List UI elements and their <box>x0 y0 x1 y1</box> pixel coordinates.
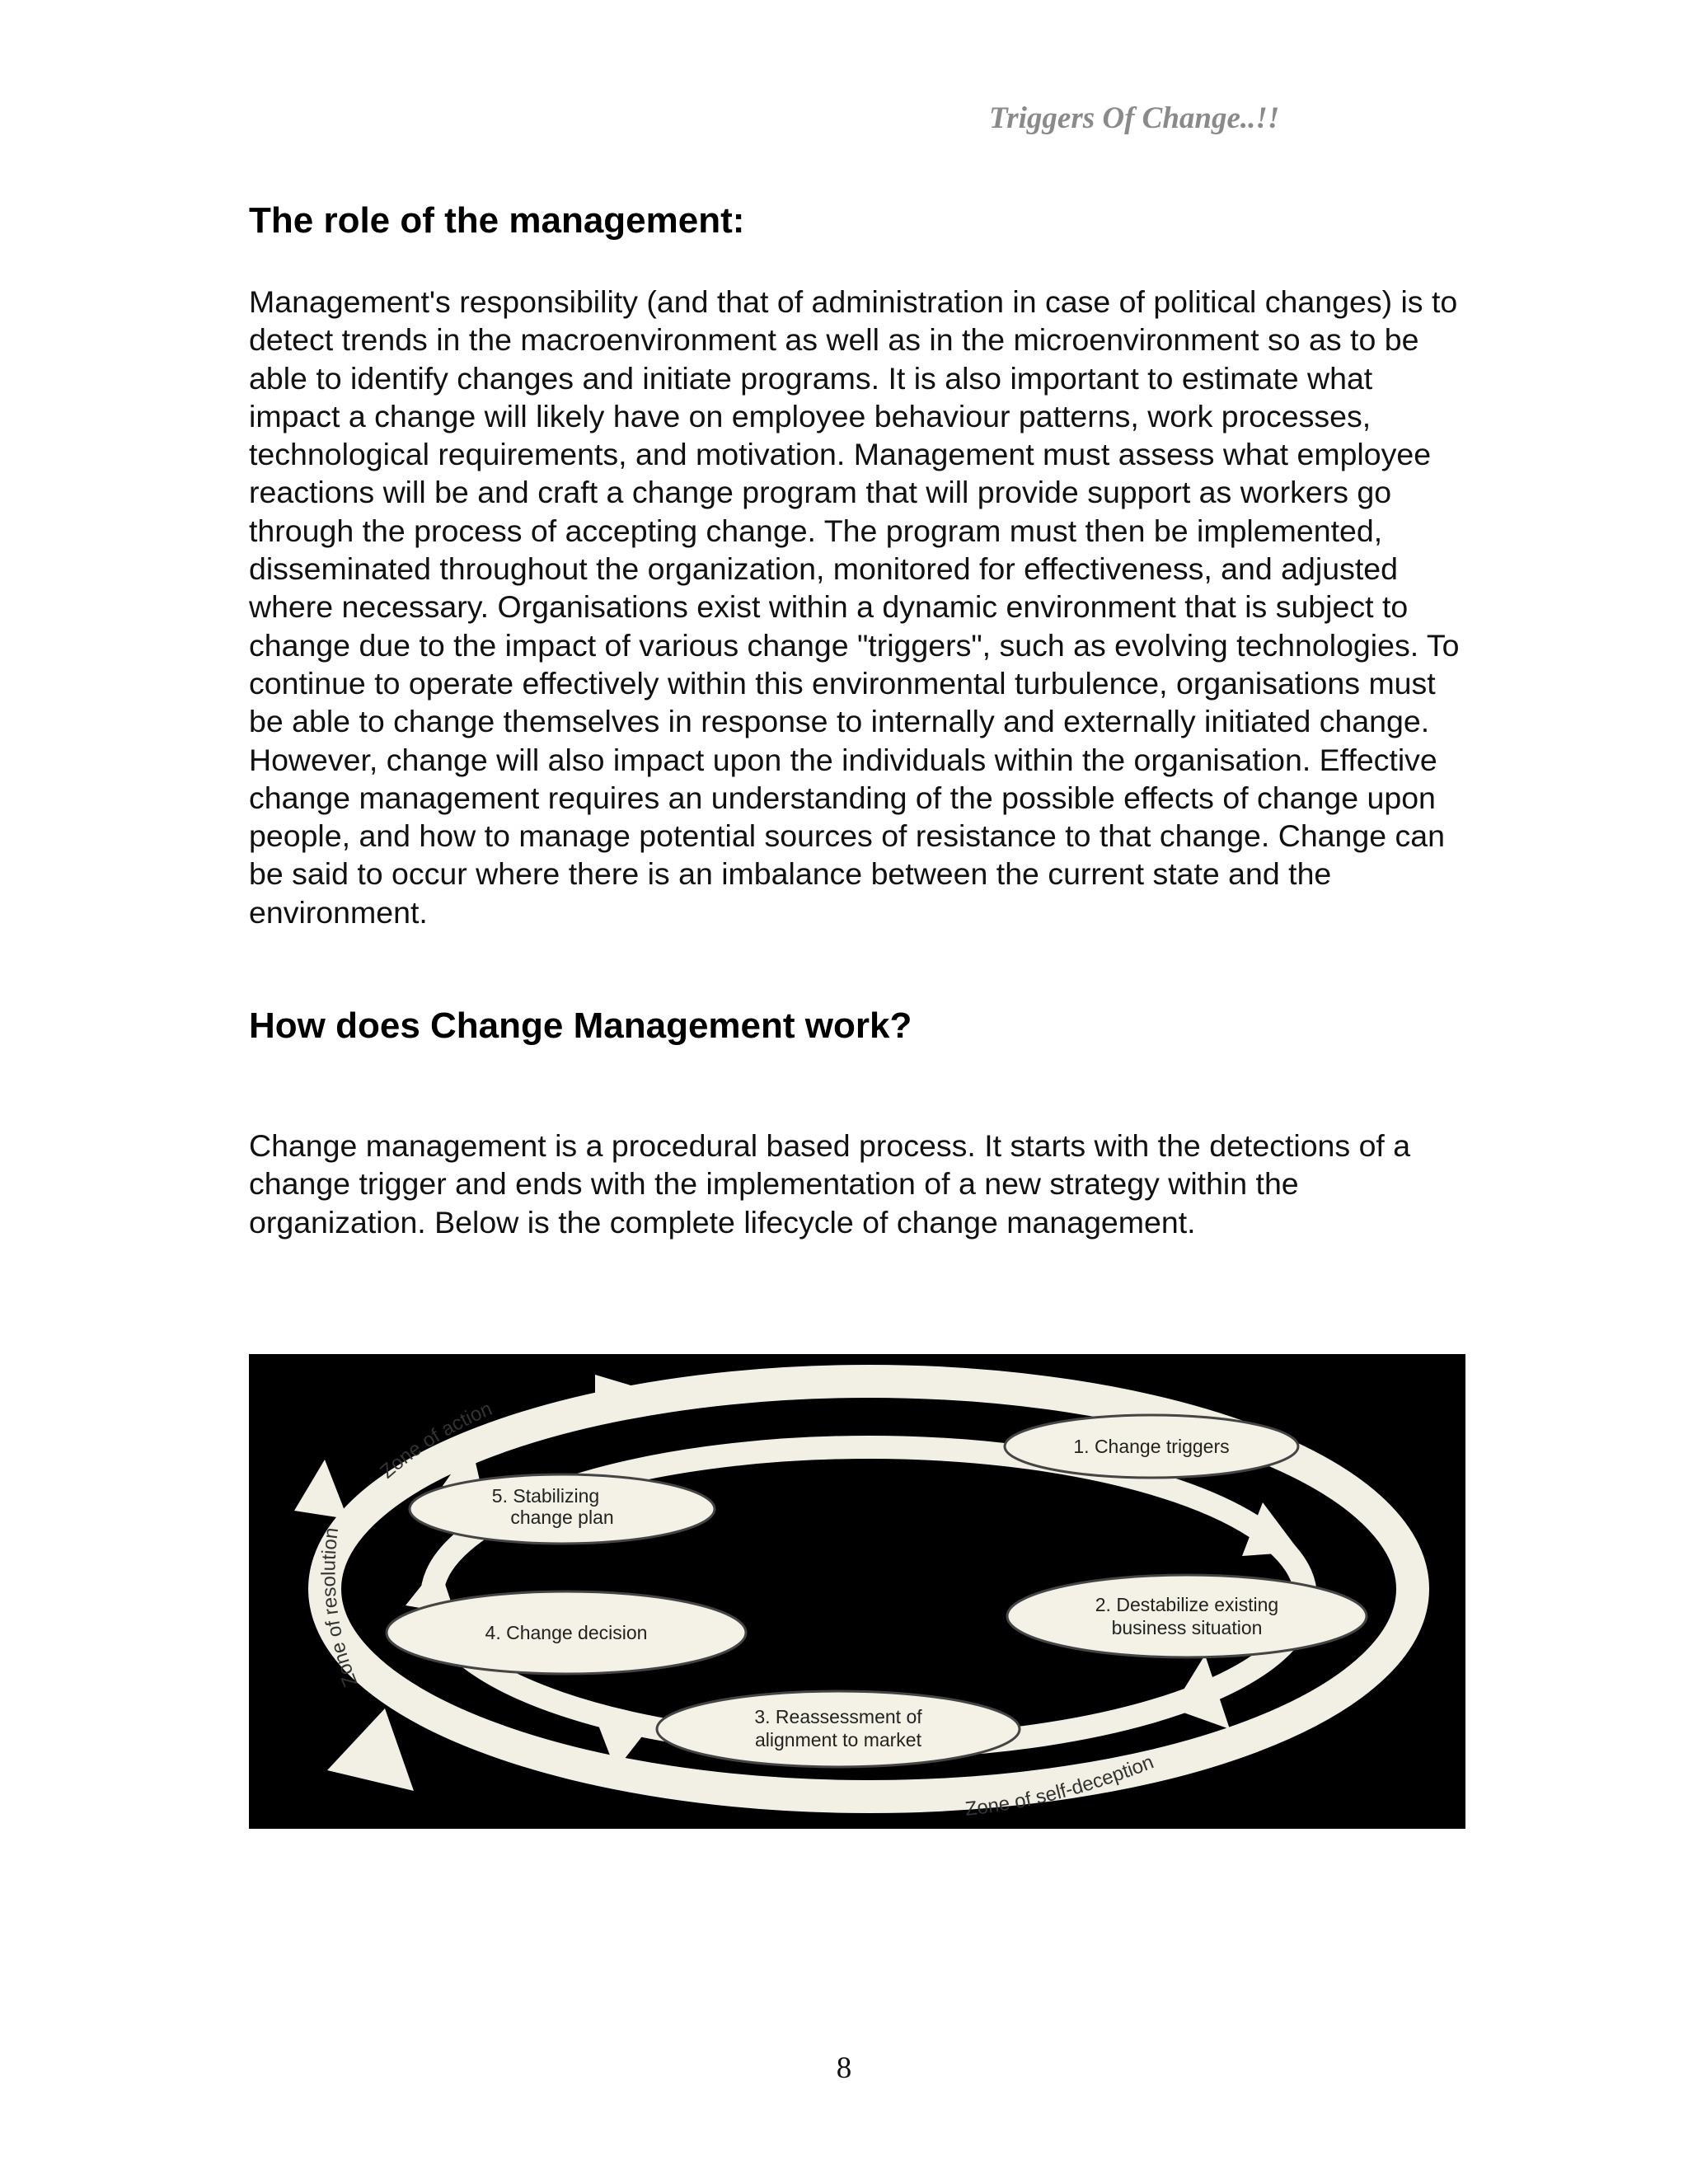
zone-resolution-label: Zone of resolution <box>317 1526 363 1690</box>
svg-text:5. Stabilizing: 5. Stabilizing <box>491 1485 600 1507</box>
step-reassessment <box>657 1691 1020 1767</box>
svg-text:alignment to market: alignment to market <box>755 1729 921 1750</box>
change-lifecycle-diagram <box>249 1354 1465 1829</box>
page-number: 8 <box>836 2051 852 2085</box>
paragraph-role-of-management: Management's responsibility (and that of administration in case of political changes) is to detect trends in the macroenvironment as well as in the microenvironment so as to be able to identify changes and initiate programs. It is also important to estimate what impact a change will likely have on employee behaviour patterns, work processes, technological requirements, and motivation. Management must assess what employee reactions will be and craft a change program that will provide support as workers go through the process of accepting change. The program must then be implemented, disseminated throughout the organization, monitored for effectiveness, and adjusted where necessary. Organisations exist within a dynamic environment that is subject to change due to the impact of various change "triggers", such as evolving technologies. To continue to operate effectively within this environmental turbulence, organisations must be able to change themselves in response to internally and externally initiated change. However, change will also impact upon the individuals within the organisation. Effective change management requires an understanding of the possible effects of change upon people, and how to manage potential sources of resistance to that change. Change can be said to occur where there is an imbalance between the current state and the environment. <box>249 284 1460 930</box>
svg-text:1. Change triggers: 1. Change triggers <box>1073 1436 1230 1457</box>
section-heading-how-change-management-works: How does Change Management work? <box>249 1005 912 1046</box>
step-change-triggers <box>1005 1415 1298 1478</box>
arrow-icon <box>294 1460 348 1519</box>
svg-text:change plan: change plan <box>510 1507 614 1528</box>
svg-text:3. Reassessment of: 3. Reassessment of <box>754 1706 922 1727</box>
svg-text:business situation: business situation <box>1111 1617 1263 1638</box>
zone-action-label: Zone of action <box>376 1397 496 1483</box>
paragraph-how-change-management-works: Change management is a procedural based process. It starts with the detections of a change trigger and ends with the implementation of a new strategy within the organization. Below is the complete lifecycle of change management. <box>249 1128 1411 1240</box>
section-heading-role-of-management: The role of the management: <box>249 200 745 241</box>
running-header: Triggers Of Change..!! <box>989 101 1280 135</box>
step-change-decision <box>387 1591 746 1674</box>
zone-self-deception-label: Zone of self-deception <box>964 1750 1157 1821</box>
step-destabilize-business <box>1007 1575 1367 1657</box>
svg-text:4. Change decision: 4. Change decision <box>485 1622 648 1643</box>
step-stabilizing-plan <box>410 1474 715 1544</box>
arrow-icon <box>327 1708 414 1791</box>
svg-text:2. Destabilize existing: 2. Destabilize existing <box>1095 1594 1279 1615</box>
